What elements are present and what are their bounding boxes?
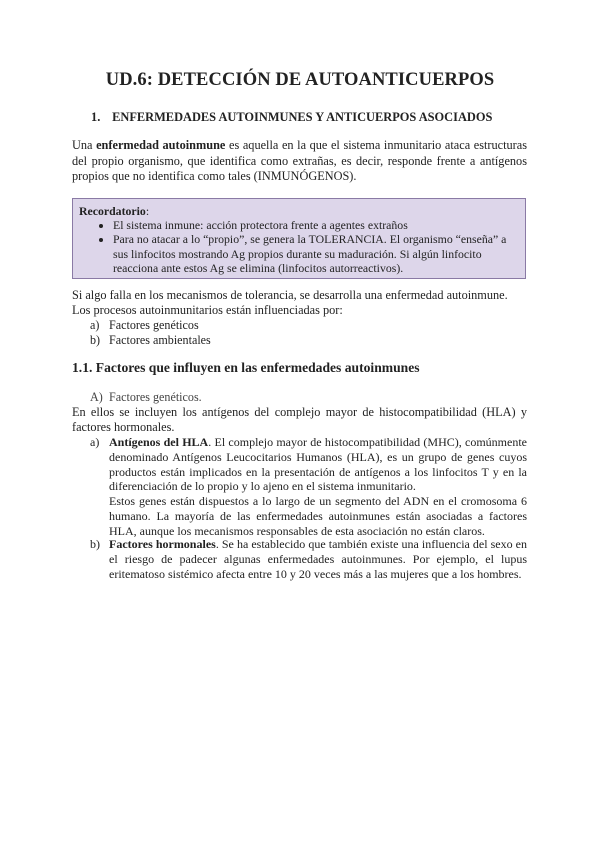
item-text: . El complejo mayor de histocompatibilidad (MHC), comúnmente denominado Antígenos Leucocitarios Humanos (HLA), es un grupo de genes cuyos productos están implicados en la presentación de antígenos a los linfocitos T y en la diferenciación de lo propio y lo ajeno en el sistema inmunitario. [109, 435, 527, 494]
subheading-text: Factores genéticos. [109, 390, 202, 404]
list-text: Factores genéticos [109, 318, 199, 332]
list-item-hla [90, 435, 527, 539]
tolerance-paragraph [72, 288, 527, 318]
reminder-bullet: • Para no atacar a lo “propio”, se genera la TOLERANCIA. El organismo “enseña” a sus linfocitos mostrando Ag propios durante su maduración. Si algún linfocito reacciona ante estos Ag se elimina (linfocitos autorreactivos). [113, 232, 519, 275]
list-item-hormonal [90, 537, 527, 581]
intro-paragraph [72, 138, 527, 185]
genetic-intro: En ellos se incluyen los antígenos del complejo mayor de histocompatibilidad (HLA) y factores hormonales. [72, 405, 527, 434]
tolerance-line: Si algo falla en los mecanismos de tolerancia, se desarrolla una enfermedad autoinmune. [72, 288, 508, 302]
list-item [90, 333, 527, 348]
list-text: Factores ambientales [109, 332, 211, 347]
section-title: ENFERMEDADES AUTOINMUNES Y ANTICUERPOS ASOCIADOS [112, 110, 493, 124]
item-text-continued: Estos genes están dispuestos a lo largo de un segmento del ADN en el cromosoma 6 humano. La mayoría de las enfermedades autoinmunes están asociadas a factores HLA, aunque los mecanismos responsables de esta asociación no están claros. [109, 494, 527, 538]
reminder-title [79, 204, 519, 218]
intro-text-end: es aquella en la que el sistema inmunitario ataca estructuras del propio organismo, que identifica como extrañas, es decir, responde frente a antígenos propios que no identifica como tales (INMUNÓGENOS). [72, 138, 528, 183]
item-term: Antígenos del HLA [109, 435, 209, 449]
list-marker: a) [90, 435, 100, 449]
reminder-list [79, 218, 519, 275]
item-term: Factores hormonales [109, 537, 216, 551]
reminder-bullet: • El sistema inmune: acción protectora frente a agentes extraños [113, 218, 519, 232]
reminder-label: Recordatorio [79, 204, 146, 218]
list-item [90, 318, 527, 333]
intro-term: enfermedad autoinmune [96, 138, 226, 152]
factors-list [90, 318, 527, 347]
intro-text-start: Una [72, 138, 97, 152]
list-marker: a) [90, 318, 100, 332]
item-text: . Se ha establecido que también existe una influencia del sexo en el riesgo de padecer algunas enfermedades autoinmunes. Por ejemplo, el lupus eritematoso sistémico afecta entre 10 y 20 veces más a las mujeres que a los hombres. [109, 537, 528, 581]
reminder-box [72, 198, 526, 279]
subheading-genetic [90, 390, 202, 405]
tolerance-line: Los procesos autoinmunitarios están influenciadas por: [72, 302, 343, 317]
section-heading [91, 110, 492, 125]
subheading-marker: A) [90, 390, 103, 404]
page-title: UD.6: DETECCIÓN DE AUTOANTICUERPOS [105, 70, 495, 90]
list-item-body [109, 435, 527, 539]
section-number: 1. [91, 110, 101, 124]
reminder-colon: : [145, 204, 150, 218]
subsection-heading: 1.1. Factores que influyen en las enfermedades autoinmunes [72, 360, 420, 375]
list-marker: b) [90, 537, 100, 551]
list-item-body [109, 537, 527, 581]
list-marker: b) [90, 332, 101, 347]
